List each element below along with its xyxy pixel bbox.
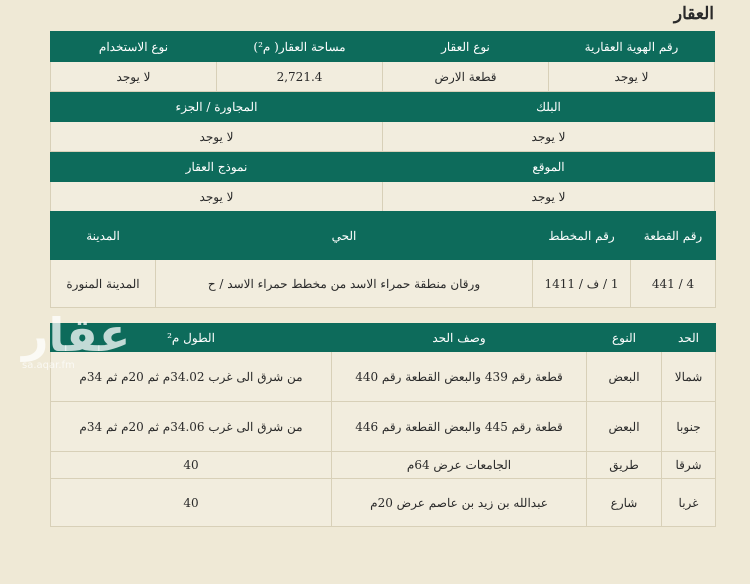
table-row [51, 452, 716, 479]
header-cell: نموذج العقار [51, 152, 383, 182]
header-cell: المدينة [51, 212, 156, 260]
watermark-logo: عقار [22, 308, 131, 362]
side: شمالا [662, 352, 716, 402]
value-cell: لا يوجد [383, 182, 715, 212]
header-cell: رقم الهوية العقارية [549, 32, 715, 62]
table-row [51, 479, 716, 527]
header-cell: الحي [156, 212, 533, 260]
boundaries-table [50, 323, 716, 527]
header-cell: الحد [662, 324, 716, 352]
value-cell: لا يوجد [51, 122, 383, 152]
plot-number: 4 / 441 [631, 260, 716, 308]
length: من شرق الى غرب 34.02م ثم 20م ثم 34م [51, 352, 332, 402]
city: المدينة المنورة [51, 260, 156, 308]
value-cell: 2,721.4 [217, 62, 383, 92]
description: الجامعات عرض 64م [332, 452, 587, 479]
header-cell: البلك [383, 92, 715, 122]
table-row [51, 402, 716, 452]
header-cell: النوع [587, 324, 662, 352]
type: البعض [587, 352, 662, 402]
district: ورقان منطقة حمراء الاسد من مخطط حمراء الاسد / ح [156, 260, 533, 308]
description: قطعة رقم 439 والبعض القطعة رقم 440 [332, 352, 587, 402]
header-cell: نوع الاستخدام [51, 32, 217, 62]
description: قطعة رقم 445 والبعض القطعة رقم 446 [332, 402, 587, 452]
value-cell: لا يوجد [549, 62, 715, 92]
header-cell: نوع العقار [383, 32, 549, 62]
header-cell: المجاورة / الجزء [51, 92, 383, 122]
value-cell: لا يوجد [383, 122, 715, 152]
type: البعض [587, 402, 662, 452]
value-cell: لا يوجد [51, 62, 217, 92]
type: طريق [587, 452, 662, 479]
header-cell: وصف الحد [332, 324, 587, 352]
plan-number: 1 / ف / 1411 [533, 260, 631, 308]
header-cell: الموقع [383, 152, 715, 182]
property-info-table [50, 31, 715, 212]
value-cell: لا يوجد [51, 182, 383, 212]
section-title: العقار [673, 4, 714, 24]
length: 40 [51, 452, 332, 479]
description: عبدالله بن زيد بن عاصم عرض 20م [332, 479, 587, 527]
length: من شرق الى غرب 34.06م ثم 20م ثم 34م [51, 402, 332, 452]
side: جنوبا [662, 402, 716, 452]
type: شارع [587, 479, 662, 527]
table-row [51, 352, 716, 402]
header-cell: الطول م² [51, 324, 332, 352]
header-cell: رقم القطعة [631, 212, 716, 260]
location-table [50, 211, 716, 308]
watermark-url: sa.aqar.fm [22, 360, 75, 371]
side: غربا [662, 479, 716, 527]
length: 40 [51, 479, 332, 527]
header-cell: رقم المخطط [533, 212, 631, 260]
header-cell: مساحة العقار( م²) [217, 32, 383, 62]
side: شرقا [662, 452, 716, 479]
value-cell: قطعة الارض [383, 62, 549, 92]
